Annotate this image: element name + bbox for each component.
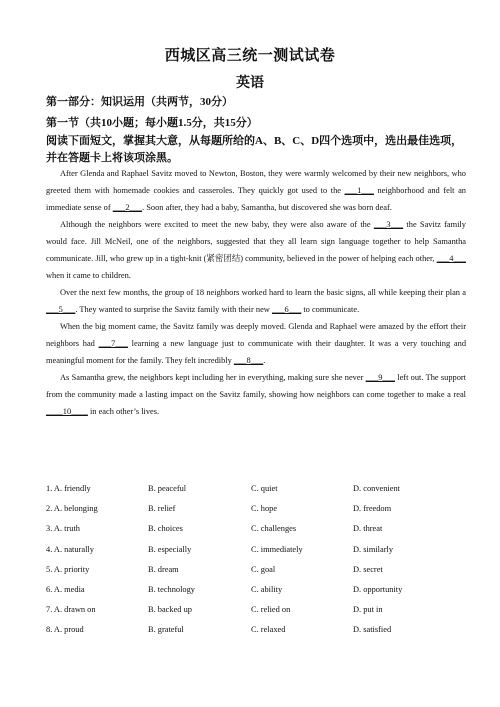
- cloze-blank: ____10____: [46, 407, 88, 416]
- passage-text: When the big moment came, the Savitz family was deeply moved. Glenda and Raphael were amazed by the effort their neighbors had: [46, 322, 466, 348]
- cloze-blank: ___7___: [98, 339, 128, 348]
- answer-option: B. choices: [148, 524, 183, 534]
- answer-option: D. satisfied: [353, 625, 392, 635]
- answer-option: D. convenient: [353, 484, 400, 493]
- passage-text: Although the neighbors were excited to meet the new baby, they were also aware of the: [60, 220, 374, 229]
- answer-option: C. relaxed: [251, 625, 286, 635]
- passage-text: neighborhood and felt an immediate sense of: [46, 186, 466, 212]
- cloze-blank: ___9___: [365, 373, 395, 382]
- answer-option: C. ability: [251, 584, 283, 594]
- passage-text: learning a new language just to communicate with their daughter. It was a very touching and meaningful moment for the family. They felt incredibly: [46, 339, 467, 365]
- passage-paragraph: [46, 216, 466, 284]
- answer-option: D. opportunity: [353, 584, 403, 594]
- cloze-blank: ___6___: [271, 305, 302, 314]
- answer-option: D. freedom: [353, 504, 392, 514]
- passage-paragraph: [46, 318, 466, 369]
- answer-option: 6. A. media: [46, 584, 85, 594]
- passage-text: the Savitz family would face. Jill McNeil, one of the neighbors, suggested that they all learn sign language together to help Samantha communicate. Jill, who grew up in a tight-knit (紧密团结) community, believed in the power of helping each other,: [46, 220, 466, 263]
- question-list: [46, 484, 476, 646]
- answer-option: B. relief: [148, 504, 176, 514]
- question-row: [46, 565, 476, 585]
- section-heading: 第一节（共10小题；每小题1.5分，共15分）: [46, 117, 258, 129]
- passage-text: As Samantha grew, the neighbors kept including her in everything, making sure she never: [60, 373, 366, 382]
- passage-text: Over the next few months, the group of 18 neighbors worked hard to learn the basic signs, all while keeping their plan a: [60, 288, 466, 297]
- passage-text: left out. The support from the community made a lasting impact on the Savitz family, showing how neighbors can come together to make a real: [46, 373, 466, 399]
- answer-option: C. relied on: [251, 605, 291, 615]
- passage-text: .: [263, 356, 266, 365]
- answer-option: 2. A. belonging: [46, 504, 98, 514]
- question-row: [46, 585, 476, 605]
- answer-option: B. grateful: [148, 625, 184, 635]
- answer-option: D. similarly: [353, 544, 394, 554]
- question-row: [46, 605, 476, 625]
- answer-option: B. technology: [148, 584, 195, 594]
- passage-text: when it came to children.: [46, 271, 131, 280]
- cloze-passage: [46, 165, 466, 420]
- instruction-text: 阅读下面短文，掌握其大意，从每题所给的A、B、C、D四个选项中，选出最佳选项，并在答题卡上将该项涂黑。: [46, 135, 463, 164]
- answer-option: 5. A. priority: [46, 564, 90, 574]
- answer-option: C. quiet: [251, 484, 278, 493]
- cloze-blank: ___5___: [46, 305, 76, 314]
- answer-option: 3. A. truth: [46, 524, 80, 534]
- cloze-blank: ___3___: [373, 220, 404, 229]
- passage-text: in each other’s lives.: [87, 407, 160, 416]
- answer-option: 4. A. naturally: [46, 544, 94, 554]
- answer-option: B. especially: [148, 544, 192, 554]
- passage-paragraph: [46, 369, 466, 420]
- question-row: [46, 484, 476, 504]
- answer-option: C. goal: [251, 564, 276, 574]
- page-title: 西城区高三统一测试试卷: [164, 48, 336, 64]
- part-heading: 第一部分：知识运用（共两节，30分）: [46, 96, 233, 108]
- answer-option: D. put in: [353, 605, 383, 615]
- question-row: [46, 625, 476, 645]
- cloze-blank: ___8___: [233, 356, 264, 365]
- passage-text: After Glenda and Raphael Savitz moved to Newton, Boston, they were warmly welcomed by their new neighbors, who greeted them with homemade cookies and casseroles. They quickly got used to the: [46, 169, 466, 195]
- question-row: [46, 524, 476, 544]
- passage-text: to communicate.: [301, 305, 360, 314]
- answer-option: 8. A. proud: [46, 625, 84, 635]
- answer-option: C. immediately: [251, 544, 303, 554]
- answer-option: B. backed up: [148, 605, 192, 615]
- answer-option: C. challenges: [251, 524, 297, 534]
- answer-option: D. secret: [353, 564, 383, 574]
- passage-paragraph: [46, 165, 466, 216]
- cloze-blank: ___2___: [112, 203, 143, 212]
- question-row: [46, 545, 476, 565]
- answer-option: 7. A. drawn on: [46, 605, 96, 615]
- cloze-blank: ___1___: [344, 186, 374, 195]
- answer-option: B. dream: [148, 564, 179, 574]
- passage-text: . Soon after, they had a baby, Samantha, but discovered she was born deaf.: [142, 203, 392, 212]
- answer-option: D. threat: [353, 524, 383, 534]
- answer-option: 1. A. friendly: [46, 484, 91, 493]
- question-row: [46, 504, 476, 524]
- answer-option: B. peaceful: [148, 484, 187, 493]
- subject-heading: 英语: [236, 76, 264, 91]
- passage-paragraph: [46, 284, 466, 318]
- cloze-blank: ___4___: [436, 254, 466, 263]
- passage-text: . They wanted to surprise the Savitz family with their new: [75, 305, 272, 314]
- answer-option: C. hope: [251, 504, 278, 514]
